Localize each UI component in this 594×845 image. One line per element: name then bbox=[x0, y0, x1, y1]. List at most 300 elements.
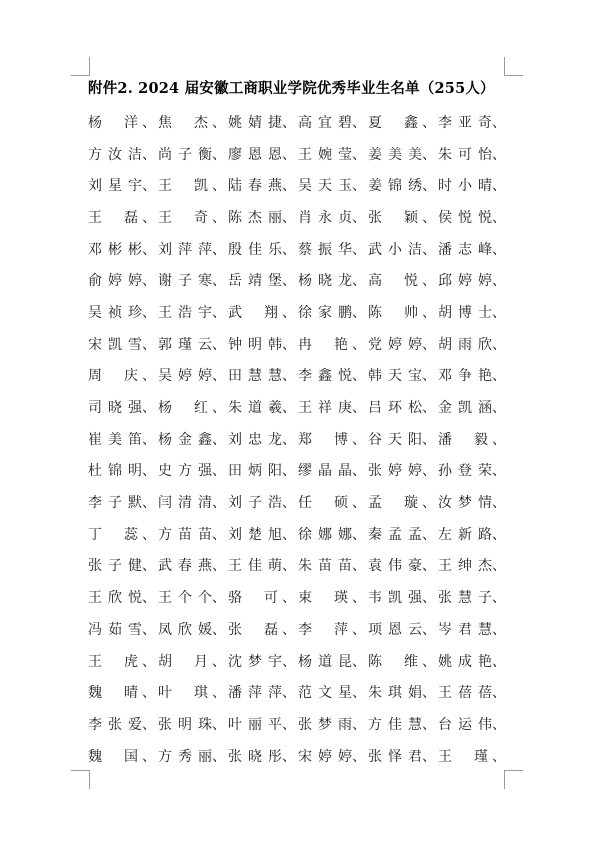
graduate-name: 徐 家 鹏 bbox=[298, 304, 352, 321]
name-separator: 、 bbox=[212, 463, 226, 480]
graduate-name: 邓 彬 彬 bbox=[88, 241, 142, 258]
name-entry bbox=[228, 682, 298, 702]
graduate-name: 焦 杰 bbox=[158, 114, 208, 131]
name-separator: 、 bbox=[422, 495, 436, 512]
name-separator: 、 bbox=[352, 146, 366, 163]
graduate-name: 姜 锦 绣 bbox=[368, 178, 422, 195]
name-entry bbox=[228, 651, 298, 671]
graduate-name: 宋 凯 雪 bbox=[88, 336, 142, 353]
margin-corner-mark bbox=[504, 770, 523, 789]
name-separator: 、 bbox=[422, 178, 436, 195]
name-separator: 、 bbox=[352, 336, 366, 353]
name-entry bbox=[88, 112, 158, 132]
name-entry bbox=[158, 460, 228, 480]
graduate-name: 王 凯 bbox=[158, 178, 208, 195]
name-separator: 、 bbox=[142, 241, 156, 258]
name-separator: 、 bbox=[212, 114, 226, 131]
name-entry bbox=[88, 207, 158, 227]
graduate-name: 谷 天 阳 bbox=[368, 431, 422, 448]
graduate-name: 武 小 洁 bbox=[368, 241, 422, 258]
name-separator: 、 bbox=[352, 526, 366, 543]
name-separator: 、 bbox=[492, 716, 506, 733]
name-entry bbox=[368, 239, 438, 259]
name-entry bbox=[438, 651, 508, 671]
name-entry bbox=[438, 397, 508, 417]
name-separator: 、 bbox=[212, 431, 226, 448]
name-entry bbox=[88, 651, 158, 671]
name-separator: 、 bbox=[352, 209, 366, 226]
graduate-name: 冯 茹 雪 bbox=[88, 621, 142, 638]
name-entry bbox=[368, 587, 438, 607]
name-entry bbox=[88, 270, 158, 290]
name-entry bbox=[228, 460, 298, 480]
name-row bbox=[88, 486, 508, 518]
graduate-name: 汝 梦 情 bbox=[438, 495, 492, 512]
name-entry bbox=[438, 429, 508, 449]
name-separator: 、 bbox=[352, 114, 366, 131]
name-separator: 、 bbox=[282, 400, 296, 417]
name-entry bbox=[368, 524, 438, 544]
name-entry bbox=[158, 365, 228, 385]
name-separator: 、 bbox=[142, 209, 156, 226]
graduate-name: 方 秀 丽 bbox=[158, 748, 212, 765]
name-entry bbox=[368, 492, 438, 512]
name-entry bbox=[228, 302, 298, 322]
name-entry bbox=[88, 682, 158, 702]
graduate-name: 吴 天 玉 bbox=[298, 178, 352, 195]
graduate-name: 左 新 路 bbox=[438, 526, 492, 543]
name-entry bbox=[88, 619, 158, 639]
name-separator: 、 bbox=[212, 590, 226, 607]
graduate-name-list bbox=[88, 106, 508, 771]
name-separator: 、 bbox=[352, 716, 366, 733]
name-separator: 、 bbox=[492, 304, 506, 321]
name-separator: 、 bbox=[492, 241, 506, 258]
graduate-name: 王 佳 萌 bbox=[228, 558, 282, 575]
name-separator: 、 bbox=[352, 431, 366, 448]
name-entry bbox=[438, 714, 508, 734]
name-row bbox=[88, 328, 508, 360]
graduate-name: 吕 环 松 bbox=[368, 400, 422, 417]
name-separator: 、 bbox=[282, 495, 296, 512]
name-separator: 、 bbox=[352, 748, 366, 765]
name-entry bbox=[298, 555, 368, 575]
graduate-name: 党 婷 婷 bbox=[368, 336, 422, 353]
name-entry bbox=[228, 175, 298, 195]
name-row bbox=[88, 676, 508, 708]
name-separator: 、 bbox=[282, 273, 296, 290]
name-entry bbox=[368, 714, 438, 734]
graduate-name: 侯 悦 悦 bbox=[438, 209, 492, 226]
name-separator: 、 bbox=[422, 716, 436, 733]
name-separator: 、 bbox=[352, 621, 366, 638]
name-row bbox=[88, 645, 508, 677]
name-separator: 、 bbox=[422, 304, 436, 321]
name-entry bbox=[298, 112, 368, 132]
graduate-name: 司 晓 强 bbox=[88, 400, 142, 417]
name-entry bbox=[298, 239, 368, 259]
name-entry bbox=[88, 365, 158, 385]
graduate-name: 潘 萍 萍 bbox=[228, 685, 282, 702]
graduate-name: 张 子 健 bbox=[88, 558, 142, 575]
name-row bbox=[88, 360, 508, 392]
graduate-name: 武 春 燕 bbox=[158, 558, 212, 575]
graduate-name: 张 怿 君 bbox=[368, 748, 422, 765]
name-separator: 、 bbox=[142, 463, 156, 480]
name-entry bbox=[438, 239, 508, 259]
graduate-name: 高 悦 bbox=[368, 273, 418, 290]
graduate-name: 刘 星 宇 bbox=[88, 178, 142, 195]
graduate-name: 杨 红 bbox=[158, 400, 208, 417]
name-entry bbox=[298, 144, 368, 164]
name-entry bbox=[298, 492, 368, 512]
name-entry bbox=[368, 207, 438, 227]
graduate-name: 尚 子 衡 bbox=[158, 146, 212, 163]
name-entry bbox=[158, 429, 228, 449]
name-separator: 、 bbox=[352, 400, 366, 417]
name-entry bbox=[88, 334, 158, 354]
graduate-name: 杨 晓 龙 bbox=[298, 273, 352, 290]
graduate-name: 闫 清 清 bbox=[158, 495, 212, 512]
name-separator: 、 bbox=[492, 685, 506, 702]
graduate-name: 缪 晶 晶 bbox=[298, 463, 352, 480]
name-separator: 、 bbox=[282, 146, 296, 163]
graduate-name: 王 个 个 bbox=[158, 590, 212, 607]
graduate-name: 张 婷 婷 bbox=[368, 463, 422, 480]
name-entry bbox=[298, 714, 368, 734]
graduate-name: 郭 瑾 云 bbox=[158, 336, 212, 353]
document-title: 附件2. 2024 届安徽工商职业学院优秀毕业生名单（255人） bbox=[88, 80, 495, 97]
name-entry bbox=[438, 619, 508, 639]
graduate-name: 秦 孟 孟 bbox=[368, 526, 422, 543]
name-separator: 、 bbox=[142, 178, 156, 195]
graduate-name: 吴 祯 珍 bbox=[88, 304, 142, 321]
name-row bbox=[88, 455, 508, 487]
graduate-name: 殷 佳 乐 bbox=[228, 241, 282, 258]
name-entry bbox=[228, 555, 298, 575]
name-entry bbox=[158, 619, 228, 639]
name-separator: 、 bbox=[422, 146, 436, 163]
graduate-name: 张 梦 雨 bbox=[298, 716, 352, 733]
name-separator: 、 bbox=[212, 304, 226, 321]
name-entry bbox=[88, 239, 158, 259]
name-separator: 、 bbox=[142, 146, 156, 163]
name-entry bbox=[228, 746, 298, 766]
name-entry bbox=[438, 746, 508, 766]
name-separator: 、 bbox=[352, 368, 366, 385]
graduate-name: 崔 美 笛 bbox=[88, 431, 142, 448]
name-separator: 、 bbox=[492, 621, 506, 638]
name-separator: 、 bbox=[422, 114, 436, 131]
name-separator: 、 bbox=[282, 241, 296, 258]
name-separator: 、 bbox=[282, 590, 296, 607]
graduate-name: 王 婉 莹 bbox=[298, 146, 352, 163]
name-separator: 、 bbox=[142, 621, 156, 638]
name-row bbox=[88, 740, 508, 772]
graduate-name: 王 磊 bbox=[88, 209, 138, 226]
name-entry bbox=[368, 460, 438, 480]
name-separator: 、 bbox=[492, 273, 506, 290]
name-separator: 、 bbox=[212, 685, 226, 702]
name-entry bbox=[438, 492, 508, 512]
name-separator: 、 bbox=[422, 621, 436, 638]
name-separator: 、 bbox=[492, 146, 506, 163]
graduate-name: 方 佳 慧 bbox=[368, 716, 422, 733]
name-separator: 、 bbox=[142, 368, 156, 385]
graduate-name: 王 奇 bbox=[158, 209, 208, 226]
name-row bbox=[88, 423, 508, 455]
graduate-name: 吴 婷 婷 bbox=[158, 368, 212, 385]
name-entry bbox=[228, 492, 298, 512]
name-entry bbox=[228, 270, 298, 290]
name-entry bbox=[298, 302, 368, 322]
name-separator: 、 bbox=[492, 558, 506, 575]
name-entry bbox=[88, 429, 158, 449]
name-separator: 、 bbox=[422, 368, 436, 385]
name-entry bbox=[438, 207, 508, 227]
name-separator: 、 bbox=[422, 209, 436, 226]
name-separator: 、 bbox=[492, 209, 506, 226]
graduate-name: 朱 道 羲 bbox=[228, 400, 282, 417]
name-separator: 、 bbox=[142, 304, 156, 321]
name-separator: 、 bbox=[422, 653, 436, 670]
name-separator: 、 bbox=[282, 748, 296, 765]
name-separator: 、 bbox=[212, 241, 226, 258]
graduate-name: 姚 婧 捷 bbox=[228, 114, 282, 131]
name-entry bbox=[88, 746, 158, 766]
name-separator: 、 bbox=[282, 463, 296, 480]
name-separator: 、 bbox=[282, 336, 296, 353]
name-entry bbox=[158, 682, 228, 702]
name-entry bbox=[438, 365, 508, 385]
name-separator: 、 bbox=[142, 336, 156, 353]
name-entry bbox=[228, 524, 298, 544]
graduate-name: 钟 明 韩 bbox=[228, 336, 282, 353]
name-separator: 、 bbox=[142, 114, 156, 131]
name-separator: 、 bbox=[352, 463, 366, 480]
graduate-name: 沈 梦 宇 bbox=[228, 653, 282, 670]
name-entry bbox=[158, 651, 228, 671]
name-separator: 、 bbox=[352, 653, 366, 670]
name-separator: 、 bbox=[212, 336, 226, 353]
name-entry bbox=[298, 524, 368, 544]
name-separator: 、 bbox=[282, 431, 296, 448]
name-separator: 、 bbox=[492, 748, 506, 765]
name-separator: 、 bbox=[422, 241, 436, 258]
graduate-name: 刘 萍 萍 bbox=[158, 241, 212, 258]
name-separator: 、 bbox=[492, 400, 506, 417]
name-entry bbox=[368, 112, 438, 132]
name-row bbox=[88, 518, 508, 550]
name-entry bbox=[298, 207, 368, 227]
name-entry bbox=[368, 334, 438, 354]
graduate-name: 刘 子 浩 bbox=[228, 495, 282, 512]
name-separator: 、 bbox=[212, 748, 226, 765]
graduate-name: 冉 艳 bbox=[298, 336, 348, 353]
graduate-name: 韩 天 宝 bbox=[368, 368, 422, 385]
name-row bbox=[88, 169, 508, 201]
name-separator: 、 bbox=[422, 273, 436, 290]
name-entry bbox=[88, 587, 158, 607]
name-separator: 、 bbox=[212, 146, 226, 163]
graduate-name: 周 庆 bbox=[88, 368, 138, 385]
name-row bbox=[88, 138, 508, 170]
name-separator: 、 bbox=[282, 368, 296, 385]
graduate-name: 李 萍 bbox=[298, 621, 348, 638]
graduate-name: 岳 靖 堡 bbox=[228, 273, 282, 290]
name-separator: 、 bbox=[212, 178, 226, 195]
name-entry bbox=[368, 270, 438, 290]
graduate-name: 台 运 伟 bbox=[438, 716, 492, 733]
graduate-name: 孟 璇 bbox=[368, 495, 418, 512]
name-separator: 、 bbox=[282, 716, 296, 733]
graduate-name: 骆 可 bbox=[228, 590, 278, 607]
name-row bbox=[88, 264, 508, 296]
name-separator: 、 bbox=[352, 558, 366, 575]
graduate-name: 邱 婷 婷 bbox=[438, 273, 492, 290]
name-entry bbox=[158, 270, 228, 290]
graduate-name: 陈 帅 bbox=[368, 304, 418, 321]
name-separator: 、 bbox=[492, 526, 506, 543]
name-separator: 、 bbox=[352, 590, 366, 607]
name-row bbox=[88, 550, 508, 582]
margin-corner-mark bbox=[504, 57, 523, 76]
name-entry bbox=[298, 334, 368, 354]
name-separator: 、 bbox=[142, 716, 156, 733]
name-separator: 、 bbox=[352, 178, 366, 195]
graduate-name: 杨 道 昆 bbox=[298, 653, 352, 670]
name-entry bbox=[228, 714, 298, 734]
graduate-name: 张 颖 bbox=[368, 209, 418, 226]
graduate-name: 范 文 星 bbox=[298, 685, 352, 702]
name-entry bbox=[298, 429, 368, 449]
name-separator: 、 bbox=[282, 653, 296, 670]
name-entry bbox=[228, 587, 298, 607]
name-entry bbox=[368, 175, 438, 195]
graduate-name: 胡 博 士 bbox=[438, 304, 492, 321]
graduate-name: 史 方 强 bbox=[158, 463, 212, 480]
name-entry bbox=[438, 587, 508, 607]
graduate-name: 刘 楚 旭 bbox=[228, 526, 282, 543]
name-entry bbox=[88, 524, 158, 544]
graduate-name: 田 慧 慧 bbox=[228, 368, 282, 385]
name-entry bbox=[368, 619, 438, 639]
name-entry bbox=[158, 555, 228, 575]
name-separator: 、 bbox=[142, 653, 156, 670]
graduate-name: 杨 金 鑫 bbox=[158, 431, 212, 448]
name-entry bbox=[298, 365, 368, 385]
name-entry bbox=[88, 397, 158, 417]
graduate-name: 徐 娜 娜 bbox=[298, 526, 352, 543]
name-entry bbox=[368, 365, 438, 385]
name-separator: 、 bbox=[142, 685, 156, 702]
name-entry bbox=[158, 239, 228, 259]
graduate-name: 王 瑾 bbox=[438, 748, 488, 765]
graduate-name: 丁 蕊 bbox=[88, 526, 138, 543]
graduate-name: 叶 琪 bbox=[158, 685, 208, 702]
name-separator: 、 bbox=[422, 685, 436, 702]
margin-corner-mark bbox=[71, 57, 90, 76]
graduate-name: 张 明 珠 bbox=[158, 716, 212, 733]
graduate-name: 李 鑫 悦 bbox=[298, 368, 352, 385]
name-separator: 、 bbox=[282, 558, 296, 575]
name-entry bbox=[158, 334, 228, 354]
graduate-name: 邓 争 艳 bbox=[438, 368, 492, 385]
name-separator: 、 bbox=[212, 526, 226, 543]
graduate-name: 李 子 默 bbox=[88, 495, 142, 512]
name-separator: 、 bbox=[352, 304, 366, 321]
name-separator: 、 bbox=[422, 590, 436, 607]
name-separator: 、 bbox=[422, 748, 436, 765]
name-separator: 、 bbox=[212, 368, 226, 385]
name-separator: 、 bbox=[422, 558, 436, 575]
name-entry bbox=[368, 746, 438, 766]
name-entry bbox=[438, 112, 508, 132]
name-separator: 、 bbox=[492, 495, 506, 512]
name-entry bbox=[158, 714, 228, 734]
name-entry bbox=[368, 555, 438, 575]
graduate-name: 胡 月 bbox=[158, 653, 208, 670]
name-separator: 、 bbox=[142, 748, 156, 765]
name-separator: 、 bbox=[282, 526, 296, 543]
name-entry bbox=[88, 144, 158, 164]
name-entry bbox=[158, 144, 228, 164]
name-entry bbox=[158, 524, 228, 544]
name-entry bbox=[438, 302, 508, 322]
name-separator: 、 bbox=[212, 558, 226, 575]
name-separator: 、 bbox=[212, 400, 226, 417]
graduate-name: 肖 永 贞 bbox=[298, 209, 352, 226]
graduate-name: 方 汝 洁 bbox=[88, 146, 142, 163]
name-entry bbox=[368, 651, 438, 671]
graduate-name: 韦 凯 强 bbox=[368, 590, 422, 607]
graduate-name: 姜 美 美 bbox=[368, 146, 422, 163]
name-entry bbox=[228, 397, 298, 417]
name-separator: 、 bbox=[492, 114, 506, 131]
name-separator: 、 bbox=[282, 178, 296, 195]
graduate-name: 束 瑛 bbox=[298, 590, 348, 607]
graduate-name: 杨 洋 bbox=[88, 114, 138, 131]
graduate-name: 叶 丽 平 bbox=[228, 716, 282, 733]
name-separator: 、 bbox=[352, 495, 366, 512]
graduate-name: 武 翔 bbox=[228, 304, 278, 321]
graduate-name: 陈 维 bbox=[368, 653, 418, 670]
name-separator: 、 bbox=[352, 273, 366, 290]
name-entry bbox=[298, 619, 368, 639]
name-separator: 、 bbox=[492, 178, 506, 195]
name-separator: 、 bbox=[352, 685, 366, 702]
graduate-name: 孙 登 荣 bbox=[438, 463, 492, 480]
name-entry bbox=[298, 651, 368, 671]
graduate-name: 田 炳 阳 bbox=[228, 463, 282, 480]
graduate-name: 王 欣 悦 bbox=[88, 590, 142, 607]
name-entry bbox=[228, 207, 298, 227]
name-entry bbox=[438, 144, 508, 164]
name-row bbox=[88, 613, 508, 645]
name-entry bbox=[298, 587, 368, 607]
name-entry bbox=[158, 587, 228, 607]
name-separator: 、 bbox=[492, 653, 506, 670]
name-entry bbox=[438, 460, 508, 480]
graduate-name: 李 张 爱 bbox=[88, 716, 142, 733]
graduate-name: 胡 雨 欣 bbox=[438, 336, 492, 353]
graduate-name: 高 宜 碧 bbox=[298, 114, 352, 131]
graduate-name: 王 虎 bbox=[88, 653, 138, 670]
name-separator: 、 bbox=[142, 495, 156, 512]
name-separator: 、 bbox=[422, 336, 436, 353]
name-separator: 、 bbox=[422, 526, 436, 543]
name-separator: 、 bbox=[282, 209, 296, 226]
